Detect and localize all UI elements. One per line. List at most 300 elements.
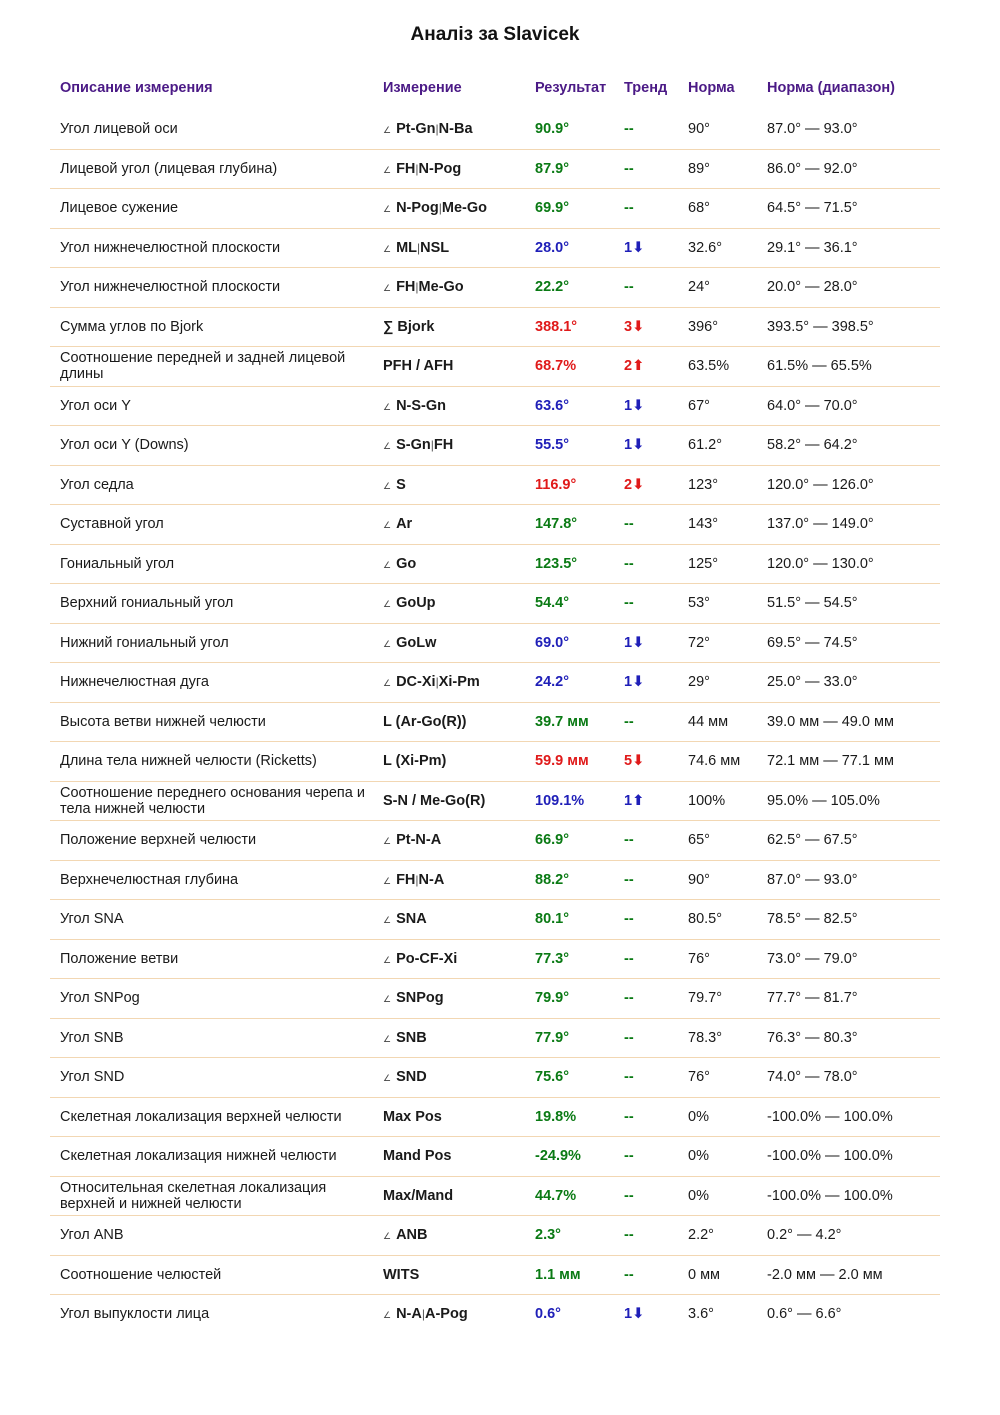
measurement-name (383, 121, 473, 137)
measurement-part: N-Pog (396, 200, 439, 217)
result-value: 75.6° (535, 1069, 570, 1086)
measurement-part: GoLw (396, 634, 437, 651)
table-row (50, 426, 940, 466)
norm-value: 61.2° (688, 437, 723, 454)
header-measurement: Измерение (383, 80, 462, 96)
trend-indicator (624, 832, 634, 848)
measurement-description: Угол оси Y (Downs) (60, 437, 189, 454)
measurement-name (383, 516, 412, 532)
norm-value: 76° (688, 950, 710, 967)
norm-value: 0% (688, 1108, 709, 1125)
trend-indicator (624, 1306, 644, 1322)
header-result: Результат (535, 80, 607, 96)
norm-range: 76.3° — 80.3° (767, 1029, 858, 1046)
trend-indicator (624, 477, 644, 493)
arrow-up-icon: ⬆ (632, 792, 645, 809)
measurement-name (383, 1267, 419, 1283)
result-value: 79.9° (535, 990, 570, 1007)
header-trend: Тренд (624, 80, 668, 96)
table-row (50, 584, 940, 624)
trend-count: -- (624, 1187, 634, 1204)
measurement-description: Верхнечелюстная глубина (60, 871, 239, 888)
result-value: 54.4° (535, 595, 570, 612)
measurement-part: L (Xi-Pm) (383, 753, 447, 770)
norm-value: 90° (688, 871, 710, 888)
trend-count: 5 (624, 753, 633, 770)
norm-range: 120.0° — 130.0° (767, 555, 874, 572)
trend-indicator (624, 1069, 634, 1085)
angle-icon: ∠ (383, 1231, 392, 1242)
measurement-part: Me-Go (441, 200, 487, 217)
norm-value: 76° (688, 1069, 710, 1086)
trend-indicator (624, 358, 644, 374)
norm-value: 123° (688, 476, 718, 493)
trend-count: -- (624, 555, 634, 572)
line-separator-icon: | (415, 280, 419, 295)
measurement-name (383, 714, 467, 730)
table-row (50, 900, 940, 940)
table-row (50, 782, 940, 822)
angle-icon: ∠ (383, 401, 392, 412)
trend-indicator (624, 556, 634, 572)
result-value: 24.2° (535, 674, 570, 691)
trend-indicator (624, 1188, 634, 1204)
norm-range: 69.5° — 74.5° (767, 634, 858, 651)
measurement-part: FH (433, 437, 454, 454)
result-value: 55.5° (535, 437, 570, 454)
norm-value: 32.6° (688, 239, 723, 256)
norm-range: 87.0° — 93.0° (767, 121, 858, 138)
measurement-name (383, 872, 444, 888)
trend-indicator (624, 398, 644, 414)
measurement-name (383, 240, 449, 256)
angle-icon: ∠ (383, 875, 392, 886)
trend-count: -- (624, 1227, 634, 1244)
norm-range: 20.0° — 28.0° (767, 279, 858, 296)
norm-value: 72° (688, 634, 710, 651)
angle-icon: ∠ (383, 638, 392, 649)
measurement-name (383, 161, 461, 177)
measurement-part: WITS (383, 1266, 420, 1283)
trend-count: -- (624, 516, 634, 533)
result-value: 22.2° (535, 279, 570, 296)
measurement-name (383, 753, 446, 769)
measurement-name (383, 556, 416, 572)
table-row (50, 1019, 940, 1059)
trend-indicator (624, 1227, 634, 1243)
measurement-part: N-S-Gn (396, 397, 447, 414)
trend-indicator (624, 951, 634, 967)
trend-count: 1 (624, 239, 633, 256)
norm-range: 29.1° — 36.1° (767, 239, 858, 256)
arrow-down-icon: ⬇ (632, 753, 645, 770)
line-separator-icon: | (435, 122, 439, 137)
measurement-description: Верхний гониальный угол (60, 595, 234, 612)
trend-count: 2 (624, 476, 633, 493)
angle-icon: ∠ (383, 599, 392, 610)
table-row (50, 979, 940, 1019)
line-separator-icon: | (421, 1307, 425, 1322)
measurement-description: Гониальный угол (60, 555, 175, 572)
measurement-part: SNPog (396, 990, 444, 1007)
measurement-name (383, 1188, 453, 1204)
measurement-part: N-A (418, 871, 445, 888)
measurement-name (383, 832, 441, 848)
trend-count: 1 (624, 674, 633, 691)
table-row (50, 1295, 940, 1334)
measurement-description: Соотношение переднего основания черепа и тела нижней челюсти (60, 784, 365, 817)
trend-indicator (624, 911, 634, 927)
norm-value: 0% (688, 1187, 709, 1204)
angle-icon: ∠ (383, 994, 392, 1005)
result-value: 90.9° (535, 121, 570, 138)
measurement-name (383, 1306, 468, 1322)
trend-count: -- (624, 871, 634, 888)
table-row (50, 624, 940, 664)
result-value: 39.7 мм (535, 713, 589, 730)
angle-icon: ∠ (383, 678, 392, 689)
arrow-down-icon: ⬇ (632, 476, 645, 493)
line-separator-icon: | (430, 438, 434, 453)
trend-indicator (624, 595, 634, 611)
table-row (50, 742, 940, 782)
result-value: 109.1% (535, 792, 585, 809)
trend-indicator (624, 121, 634, 137)
measurement-part: Xi-Pm (438, 674, 480, 691)
line-separator-icon: | (415, 161, 419, 176)
norm-value: 53° (688, 595, 710, 612)
result-value: 88.2° (535, 871, 570, 888)
norm-range: 58.2° — 64.2° (767, 437, 858, 454)
measurement-part: SND (396, 1069, 427, 1086)
line-separator-icon: | (438, 201, 442, 216)
measurement-part: GoUp (396, 595, 436, 612)
trend-count: -- (624, 595, 634, 612)
norm-value: 396° (688, 318, 718, 335)
table-row (50, 703, 940, 743)
measurement-part: Ar (396, 516, 413, 533)
table-row (50, 268, 940, 308)
result-value: 123.5° (535, 555, 578, 572)
table-row (50, 1098, 940, 1138)
measurement-name (383, 1109, 442, 1125)
trend-indicator (624, 437, 644, 453)
trend-count: -- (624, 713, 634, 730)
angle-icon: ∠ (383, 441, 392, 452)
measurement-name (383, 1227, 428, 1243)
measurement-description: Нижнечелюстная дуга (60, 674, 209, 691)
measurement-part: SNB (396, 1029, 427, 1046)
line-separator-icon: | (435, 675, 439, 690)
measurement-description: Лицевое сужение (60, 200, 179, 217)
trend-indicator (624, 714, 634, 730)
norm-range: -100.0% — 100.0% (767, 1148, 893, 1165)
norm-value: 65° (688, 832, 710, 849)
arrow-down-icon: ⬇ (632, 318, 645, 335)
result-value: 1.1 мм (535, 1266, 581, 1283)
line-separator-icon: | (417, 240, 421, 255)
measurement-description: Соотношение челюстей (60, 1266, 222, 1283)
trend-count: -- (624, 1029, 634, 1046)
measurement-part: S-N / Me-Go(R) (383, 792, 486, 809)
trend-count: -- (624, 1266, 634, 1283)
measurement-description: Скелетная локализация верхней челюсти (60, 1108, 342, 1125)
measurement-part: ∑ Bjork (383, 318, 435, 335)
angle-icon: ∠ (383, 954, 392, 965)
measurement-description: Положение ветви (60, 950, 179, 967)
table-row (50, 1058, 940, 1098)
measurement-name (383, 990, 444, 1006)
trend-count: 1 (624, 397, 633, 414)
norm-range: 72.1 мм — 77.1 мм (767, 753, 894, 770)
measurement-part: ANB (396, 1227, 428, 1244)
measurement-description: Угол выпуклости лица (60, 1306, 210, 1323)
measurement-description: Положение верхней челюсти (60, 832, 257, 849)
trend-indicator (624, 240, 644, 256)
arrow-down-icon: ⬇ (632, 674, 645, 691)
measurement-part: Mand Pos (383, 1148, 452, 1165)
result-value: 44.7% (535, 1187, 577, 1204)
measurement-description: Соотношение передней и задней лицевой длины (60, 350, 346, 383)
trend-indicator (624, 1030, 634, 1046)
table-row (50, 663, 940, 703)
norm-range: 137.0° — 149.0° (767, 516, 874, 533)
measurement-description: Сумма углов по Bjork (60, 318, 204, 335)
norm-range: 86.0° — 92.0° (767, 160, 858, 177)
result-value: 80.1° (535, 911, 570, 928)
angle-icon: ∠ (383, 204, 392, 215)
result-value: 66.9° (535, 832, 570, 849)
measurement-part: Po-CF-Xi (396, 950, 458, 967)
angle-icon: ∠ (383, 125, 392, 136)
header-norm-range: Норма (диапазон) (767, 80, 895, 96)
measurement-part: S-Gn (396, 437, 431, 454)
measurement-name (383, 793, 485, 809)
norm-value: 63.5% (688, 358, 730, 375)
angle-icon: ∠ (383, 1033, 392, 1044)
measurement-description: Угол ANB (60, 1227, 124, 1244)
measurement-part: NSL (420, 239, 450, 256)
trend-count: -- (624, 950, 634, 967)
norm-range: 74.0° — 78.0° (767, 1069, 858, 1086)
trend-count: -- (624, 1069, 634, 1086)
norm-value: 2.2° (688, 1227, 714, 1244)
trend-count: -- (624, 121, 634, 138)
trend-indicator (624, 990, 634, 1006)
trend-indicator (624, 793, 644, 809)
trend-indicator (624, 200, 634, 216)
trend-count: 1 (624, 634, 633, 651)
table-row (50, 1256, 940, 1296)
trend-count: -- (624, 832, 634, 849)
norm-value: 0% (688, 1148, 709, 1165)
arrow-down-icon: ⬇ (632, 239, 645, 256)
trend-count: -- (624, 1148, 634, 1165)
table-row (50, 1177, 940, 1217)
measurement-part: A-Pog (424, 1306, 468, 1323)
angle-icon: ∠ (383, 164, 392, 175)
header-description: Описание измерения (60, 80, 213, 96)
norm-value: 24° (688, 279, 710, 296)
measurement-name (383, 279, 464, 295)
angle-icon: ∠ (383, 1310, 392, 1321)
measurement-name (383, 674, 480, 690)
measurement-part: Max Pos (383, 1108, 442, 1125)
measurement-name (383, 358, 453, 374)
measurement-description: Лицевой угол (лицевая глубина) (60, 160, 278, 177)
angle-icon: ∠ (383, 1073, 392, 1084)
measurement-part: S (396, 476, 406, 493)
norm-range: 64.0° — 70.0° (767, 397, 858, 414)
angle-icon: ∠ (383, 559, 392, 570)
norm-range: 25.0° — 33.0° (767, 674, 858, 691)
norm-range: 87.0° — 93.0° (767, 871, 858, 888)
measurement-description: Угол нижнечелюстной плоскости (60, 239, 281, 256)
table-row (50, 466, 940, 506)
norm-value: 0 мм (688, 1266, 721, 1283)
trend-indicator (624, 279, 634, 295)
measurement-part: N-Pog (418, 160, 462, 177)
table-row (50, 229, 940, 269)
norm-range: 95.0% — 105.0% (767, 792, 880, 809)
table-row (50, 1216, 940, 1256)
trend-count: -- (624, 160, 634, 177)
measurement-description: Суставной угол (60, 516, 164, 533)
measurement-part: Me-Go (418, 279, 464, 296)
measurement-part: Max/Mand (383, 1187, 454, 1204)
measurement-name (383, 1030, 427, 1046)
trend-count: 1 (624, 792, 633, 809)
norm-value: 74.6 мм (688, 753, 741, 770)
norm-value: 90° (688, 121, 710, 138)
result-value: 147.8° (535, 516, 578, 533)
result-value: 0.6° (535, 1306, 561, 1323)
norm-value: 68° (688, 200, 710, 217)
trend-indicator (624, 161, 634, 177)
norm-range: 39.0 мм — 49.0 мм (767, 713, 894, 730)
norm-range: 77.7° — 81.7° (767, 990, 858, 1007)
angle-icon: ∠ (383, 243, 392, 254)
measurement-part: N-Ba (438, 121, 473, 138)
result-value: 116.9° (535, 476, 577, 493)
trend-indicator (624, 674, 644, 690)
measurement-name (383, 200, 487, 216)
measurement-part: ML (396, 239, 418, 256)
trend-indicator (624, 1109, 634, 1125)
norm-value: 89° (688, 160, 710, 177)
angle-icon: ∠ (383, 915, 392, 926)
norm-value: 44 мм (688, 713, 729, 730)
result-value: 19.8% (535, 1108, 577, 1125)
measurement-description: Угол лицевой оси (60, 121, 178, 138)
result-value: 2.3° (535, 1227, 561, 1244)
result-value: 77.3° (535, 950, 570, 967)
norm-range: 61.5% — 65.5% (767, 358, 872, 375)
measurement-name (383, 398, 446, 414)
arrow-down-icon: ⬇ (632, 634, 645, 651)
trend-count: -- (624, 200, 634, 217)
measurement-name (383, 437, 453, 453)
measurement-part: PFH / AFH (383, 358, 454, 375)
table-row (50, 505, 940, 545)
result-value: -24.9% (535, 1148, 581, 1165)
norm-range: 62.5° — 67.5° (767, 832, 858, 849)
norm-value: 29° (688, 674, 710, 691)
measurement-name (383, 319, 434, 335)
measurement-description: Угол SNPog (60, 990, 140, 1007)
norm-value: 79.7° (688, 990, 723, 1007)
trend-count: -- (624, 911, 634, 928)
measurement-description: Угол оси Y (60, 397, 131, 414)
table-row (50, 1137, 940, 1177)
trend-count: 3 (624, 318, 633, 335)
result-value: 87.9° (535, 160, 570, 177)
trend-count: -- (624, 279, 634, 296)
norm-value: 125° (688, 555, 718, 572)
measurement-description: Относительная скелетная локализация верхней и нижней челюсти (60, 1179, 327, 1212)
angle-icon: ∠ (383, 836, 392, 847)
trend-count: -- (624, 1108, 634, 1125)
measurement-description: Угол седла (60, 476, 134, 493)
trend-indicator (624, 753, 644, 769)
measurement-description: Длина тела нижней челюсти (Ricketts) (60, 753, 317, 770)
measurement-description: Угол нижнечелюстной плоскости (60, 279, 281, 296)
norm-range: 0.2° — 4.2° (767, 1227, 842, 1244)
trend-indicator (624, 1148, 634, 1164)
measurement-description: Угол SND (60, 1069, 125, 1086)
line-separator-icon: | (415, 872, 419, 887)
trend-indicator (624, 516, 634, 532)
norm-value: 67° (688, 397, 710, 414)
arrow-down-icon: ⬇ (632, 437, 645, 454)
norm-value: 3.6° (688, 1306, 714, 1323)
measurement-description: Нижний гониальный угол (60, 634, 229, 651)
measurements-table (50, 110, 940, 1334)
measurement-description: Угол SNA (60, 911, 124, 928)
norm-range: 78.5° — 82.5° (767, 911, 858, 928)
measurement-name (383, 1069, 427, 1085)
page-title: Аналіз за Slavicek (410, 24, 580, 45)
result-value: 388.1° (535, 318, 578, 335)
measurement-part: SNA (396, 911, 427, 928)
table-row (50, 545, 940, 585)
norm-value: 100% (688, 792, 726, 809)
table-row (50, 861, 940, 901)
table-row (50, 821, 940, 861)
norm-range: 120.0° — 126.0° (767, 476, 874, 493)
measurement-name (383, 911, 427, 927)
measurement-part: Pt-N-A (396, 832, 442, 849)
measurement-description: Скелетная локализация нижней челюсти (60, 1148, 337, 1165)
norm-range: 393.5° — 398.5° (767, 318, 874, 335)
header-norm: Норма (688, 80, 735, 96)
angle-icon: ∠ (383, 283, 392, 294)
measurement-part: FH (396, 160, 416, 177)
table-row (50, 387, 940, 427)
result-value: 69.0° (535, 634, 570, 651)
norm-range: 73.0° — 79.0° (767, 950, 858, 967)
trend-count: -- (624, 990, 634, 1007)
trend-indicator (624, 1267, 634, 1283)
measurement-part: Pt-Gn (396, 121, 436, 138)
measurement-name (383, 635, 436, 651)
arrow-down-icon: ⬇ (632, 397, 645, 414)
measurement-description: Угол SNB (60, 1029, 124, 1046)
norm-range: 51.5° — 54.5° (767, 595, 858, 612)
angle-icon: ∠ (383, 520, 392, 531)
table-header (50, 80, 940, 102)
trend-indicator (624, 872, 634, 888)
